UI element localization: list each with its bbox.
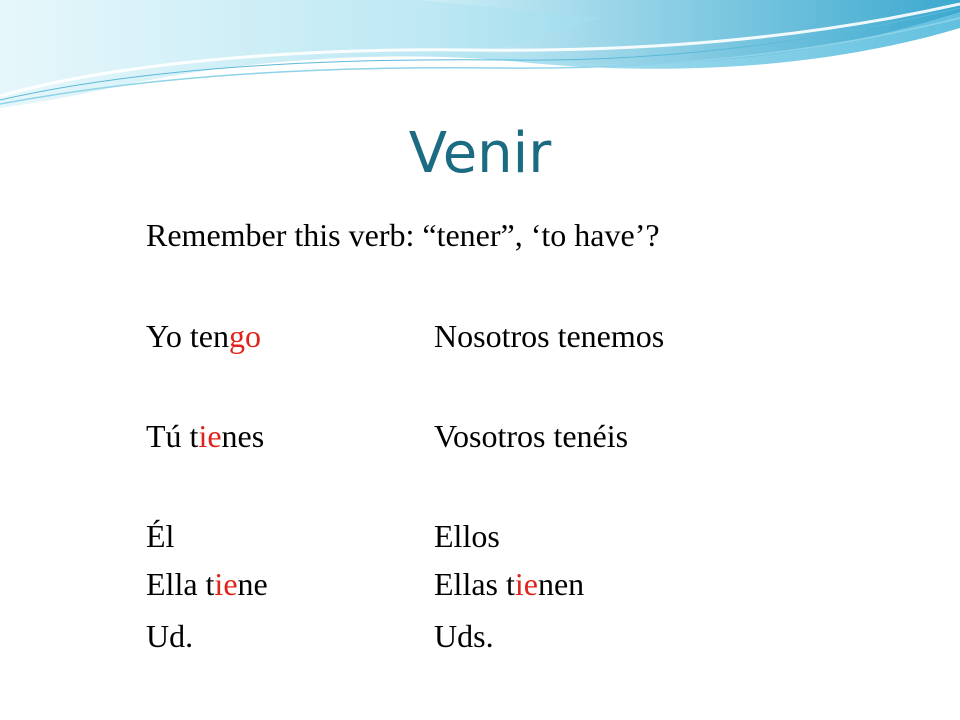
intro-text: Remember this verb: “tener”, ‘to have’? xyxy=(146,217,660,253)
slide-title: Venir xyxy=(408,121,552,186)
decorative-wave-header xyxy=(0,0,960,130)
conjugation-nosotros: Nosotros tenemos xyxy=(434,318,665,354)
conjugation-ellas-stem-change: ie xyxy=(514,566,538,602)
conjugation-ellas xyxy=(434,564,584,604)
conjugation-tu-ending: nes xyxy=(221,418,265,454)
pronoun-uds: Uds. xyxy=(434,618,494,654)
pronoun-ud: Ud. xyxy=(146,618,194,654)
conjugation-tu xyxy=(146,416,264,456)
conjugation-ellas-ending: nen xyxy=(537,566,585,602)
conjugation-yo-base: Yo ten xyxy=(146,318,229,354)
pronoun-ellos: Ellos xyxy=(434,518,500,554)
conjugation-ella xyxy=(146,564,268,604)
conjugation-yo xyxy=(146,316,261,356)
pronoun-el: Él xyxy=(146,518,175,554)
conjugation-ellas-base: Ellas t xyxy=(434,566,515,602)
conjugation-ella-base: Ella t xyxy=(146,566,215,602)
conjugation-ella-ending: ne xyxy=(237,566,268,602)
conjugation-yo-ending: go xyxy=(229,318,261,354)
conjugation-tu-stem-change: ie xyxy=(198,418,222,454)
conjugation-vosotros: Vosotros tenéis xyxy=(434,418,629,454)
conjugation-tu-base: Tú t xyxy=(146,418,199,454)
conjugation-ella-stem-change: ie xyxy=(214,566,238,602)
